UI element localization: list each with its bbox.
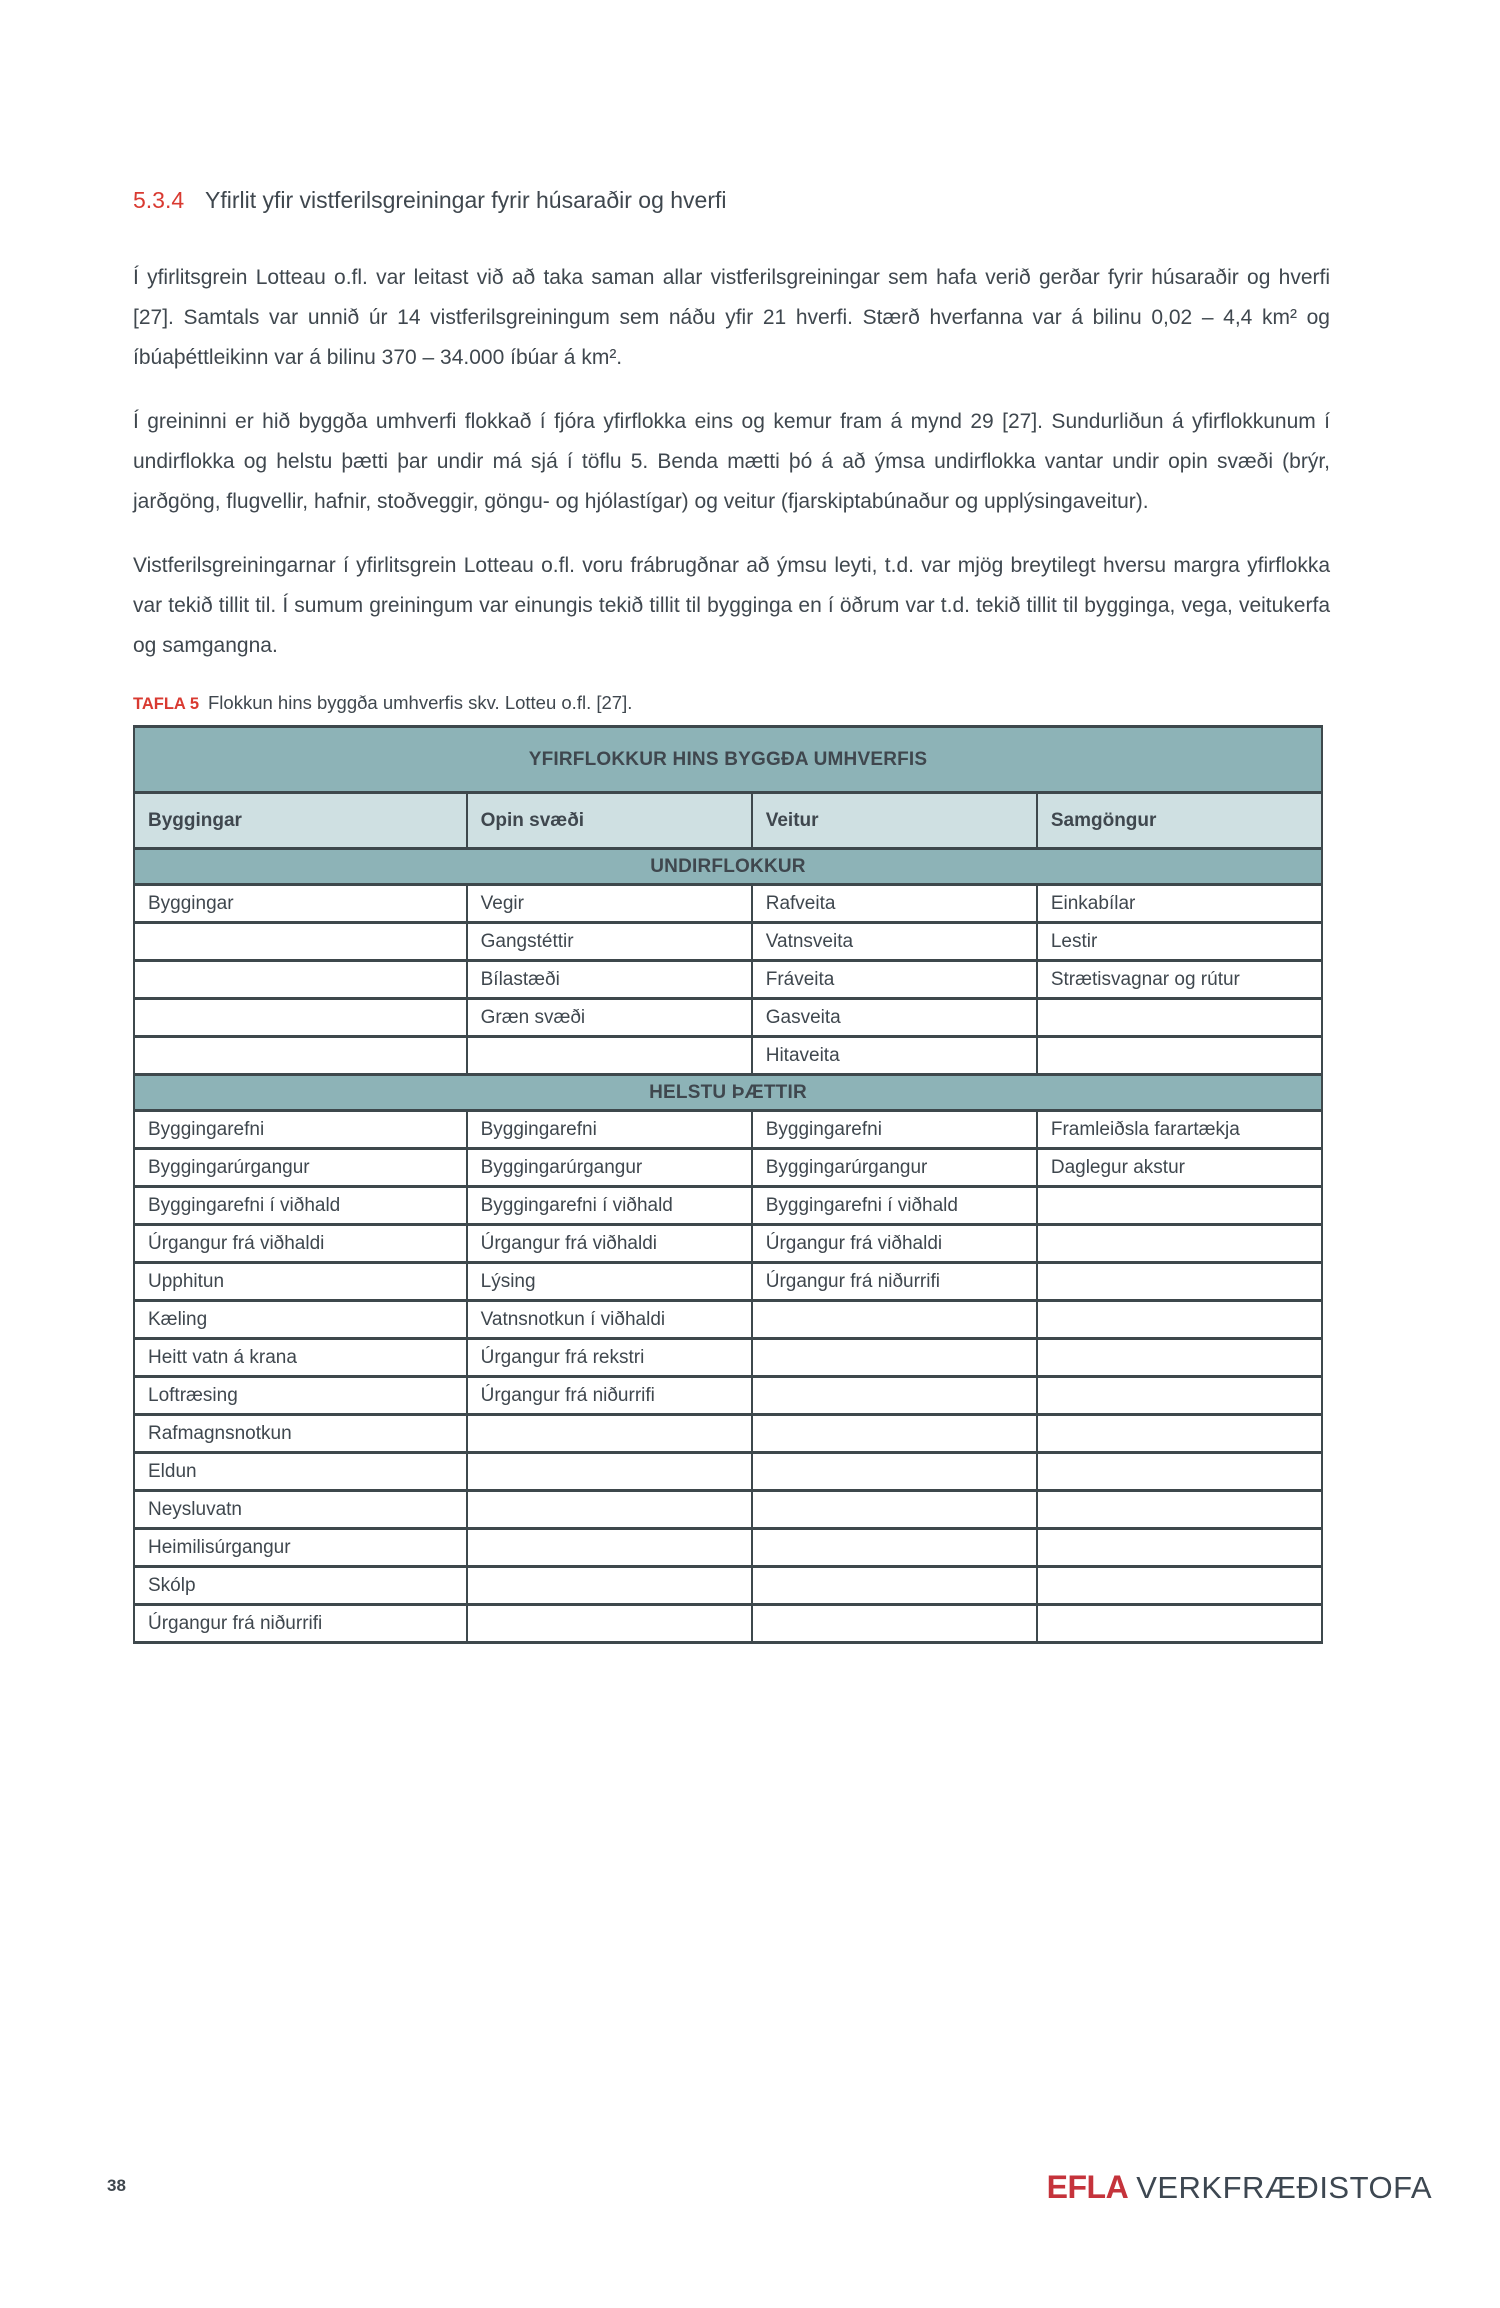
table-cell	[1037, 1491, 1322, 1529]
paragraph-2: Í greininni er hið byggða umhverfi flokkað í fjóra yfirflokka eins og kemur fram á mynd 29 [27]. Sundurliðun á yfirflokkunum í undirflokka og helstu þætti þar undir má sjá í töflu 5. Benda mætti þó á að ýmsa undirflokka vantar undir opin svæði (brýr, jarðgöng, flugvellir, hafnir, stoðveggir, göngu- og hjólastígar) og veitur (fjarskiptabúnaður og upplýsingaveitur).	[133, 410, 1330, 513]
table-cell	[752, 1567, 1037, 1605]
table-cell	[467, 1605, 752, 1643]
table-row	[134, 923, 1322, 961]
table-cell	[1037, 1263, 1322, 1301]
table-cell	[752, 1415, 1037, 1453]
table-cell	[752, 1529, 1037, 1567]
table-cell: Kæling	[134, 1301, 467, 1339]
table-cell: Úrgangur frá viðhaldi	[467, 1225, 752, 1263]
table-cell: Græn svæði	[467, 999, 752, 1037]
table-column-header: Veitur	[752, 793, 1037, 849]
table-cell: Einkabílar	[1037, 885, 1322, 923]
table-row	[134, 1187, 1322, 1225]
table-row	[134, 1037, 1322, 1075]
table-row	[134, 885, 1322, 923]
table-cell	[1037, 1301, 1322, 1339]
table-column-header: Byggingar	[134, 793, 467, 849]
table-cell: Daglegur akstur	[1037, 1149, 1322, 1187]
table-cell	[467, 1415, 752, 1453]
table-cell: Byggingarefni	[752, 1111, 1037, 1149]
table-cell: Byggingarefni	[134, 1111, 467, 1149]
table-cell: Úrgangur frá viðhaldi	[134, 1225, 467, 1263]
table-row	[134, 1567, 1322, 1605]
table-cell: Heimilisúrgangur	[134, 1529, 467, 1567]
table-cell	[1037, 999, 1322, 1037]
efla-logo-brand: EFLA	[1046, 2169, 1129, 2205]
section-number: 5.3.4	[133, 187, 185, 213]
table-cell: Úrgangur frá niðurrifi	[752, 1263, 1037, 1301]
table-main-header: YFIRFLOKKUR HINS BYGGÐA UMHVERFIS	[134, 727, 1322, 793]
table-cell: Vegir	[467, 885, 752, 923]
table-cell: Vatnsveita	[752, 923, 1037, 961]
table-cell: Upphitun	[134, 1263, 467, 1301]
table-cell	[1037, 1225, 1322, 1263]
table-caption	[133, 692, 1330, 715]
table-cell	[467, 1491, 752, 1529]
table-cell	[752, 1453, 1037, 1491]
table-section-band: HELSTU ÞÆTTIR	[134, 1075, 1322, 1111]
table-cell	[1037, 1187, 1322, 1225]
table-row	[134, 1225, 1322, 1263]
table-cell: Rafmagnsnotkun	[134, 1415, 467, 1453]
table-cell: Byggingarúrgangur	[467, 1149, 752, 1187]
table-cell: Úrgangur frá niðurrifi	[467, 1377, 752, 1415]
table-cell: Heitt vatn á krana	[134, 1339, 467, 1377]
table-cell	[752, 1491, 1037, 1529]
table-cell	[134, 961, 467, 999]
table-cell: Fráveita	[752, 961, 1037, 999]
table-row	[134, 1339, 1322, 1377]
table-cell: Skólp	[134, 1567, 467, 1605]
table-caption-label: TAFLA 5	[133, 695, 199, 713]
table-cell: Byggingarúrgangur	[752, 1149, 1037, 1187]
efla-logo-suffix: VERKFRÆÐISTOFA	[1136, 2170, 1432, 2205]
table-cell: Rafveita	[752, 885, 1037, 923]
section-heading	[133, 186, 1330, 214]
paragraph-1: Í yfirlitsgrein Lotteau o.fl. var leitast við að taka saman allar vistferilsgreiningar sem hafa verið gerðar fyrir húsaraðir og hverfi [27]. Samtals var unnið úr 14 vistferilsgreiningum sem náðu yfir 21 hverfi. Stærð hverfanna var á bilinu 0,02 – 4,4 km² og íbúaþéttleikinn var á bilinu 370 – 34.000 íbúar á km².	[133, 266, 1330, 369]
table-column-header: Samgöngur	[1037, 793, 1322, 849]
table-cell: Loftræsing	[134, 1377, 467, 1415]
table-cell: Úrgangur frá viðhaldi	[752, 1225, 1037, 1263]
table-row	[134, 1605, 1322, 1643]
table-cell: Lýsing	[467, 1263, 752, 1301]
table-main-header-row	[134, 727, 1322, 793]
table-caption-text: Flokkun hins byggða umhverfis skv. Lotteu o.fl. [27].	[208, 692, 633, 713]
table-cell: Byggingarefni	[467, 1111, 752, 1149]
table-row	[134, 961, 1322, 999]
table-cell: Byggingarefni í viðhald	[467, 1187, 752, 1225]
table-column-header: Opin svæði	[467, 793, 752, 849]
table-cell	[134, 923, 467, 961]
efla-logo	[1047, 2170, 1432, 2211]
paragraph-3: Vistferilsgreiningarnar í yfirlitsgrein Lotteau o.fl. voru frábrugðnar að ýmsu leyti, t.d. var mjög breytilegt hversu margra yfirflokka var tekið tillit til. Í sumum greiningum var einungis tekið tillit til bygginga en í öðrum var t.d. tekið tillit til bygginga, vega, veitukerfa og samgangna.	[133, 554, 1330, 657]
table-section-band-row	[134, 1075, 1322, 1111]
table-cell: Neysluvatn	[134, 1491, 467, 1529]
table-cell	[752, 1605, 1037, 1643]
table-cell	[1037, 1453, 1322, 1491]
table-cell	[1037, 1567, 1322, 1605]
table-cell	[752, 1339, 1037, 1377]
table-cell: Vatnsnotkun í viðhaldi	[467, 1301, 752, 1339]
table-cell	[467, 1529, 752, 1567]
table-cell: Byggingarefni í viðhald	[134, 1187, 467, 1225]
table-row	[134, 1377, 1322, 1415]
table-row	[134, 1415, 1322, 1453]
table-cell	[467, 1037, 752, 1075]
table-cell: Gangstéttir	[467, 923, 752, 961]
table-cell	[752, 1377, 1037, 1415]
table-cell	[1037, 1529, 1322, 1567]
table-cell	[1037, 1605, 1322, 1643]
table-row	[134, 1491, 1322, 1529]
table-cell	[752, 1301, 1037, 1339]
table-cell: Eldun	[134, 1453, 467, 1491]
table-row	[134, 1149, 1322, 1187]
table-cell: Lestir	[1037, 923, 1322, 961]
table-cell	[467, 1567, 752, 1605]
document-page	[0, 186, 1500, 2308]
table-cell: Byggingar	[134, 885, 467, 923]
table-cell: Byggingarúrgangur	[134, 1149, 467, 1187]
table-cell	[134, 1037, 467, 1075]
table-cell	[1037, 1377, 1322, 1415]
page-number: 38	[107, 2176, 126, 2195]
table-cell: Framleiðsla farartækja	[1037, 1111, 1322, 1149]
table-cell: Bílastæði	[467, 961, 752, 999]
table-cell	[1037, 1037, 1322, 1075]
table-cell: Úrgangur frá niðurrifi	[134, 1605, 467, 1643]
page-content	[133, 186, 1330, 1644]
table-row	[134, 1453, 1322, 1491]
table-column-header-row	[134, 793, 1322, 849]
classification-table	[133, 725, 1323, 1644]
table-cell: Byggingarefni í viðhald	[752, 1187, 1037, 1225]
table-row	[134, 1263, 1322, 1301]
table-cell: Gasveita	[752, 999, 1037, 1037]
table-cell	[134, 999, 467, 1037]
table-section-band-row	[134, 849, 1322, 885]
table-row	[134, 1301, 1322, 1339]
table-cell: Hitaveita	[752, 1037, 1037, 1075]
table-cell	[467, 1453, 752, 1491]
table-cell: Strætisvagnar og rútur	[1037, 961, 1322, 999]
table-cell	[1037, 1415, 1322, 1453]
table-row	[134, 1529, 1322, 1567]
table-row	[134, 999, 1322, 1037]
table-cell: Úrgangur frá rekstri	[467, 1339, 752, 1377]
table-section-band: UNDIRFLOKKUR	[134, 849, 1322, 885]
table-row	[134, 1111, 1322, 1149]
table-cell	[1037, 1339, 1322, 1377]
section-title: Yfirlit yfir vistferilsgreiningar fyrir húsaraðir og hverfi	[205, 187, 727, 213]
